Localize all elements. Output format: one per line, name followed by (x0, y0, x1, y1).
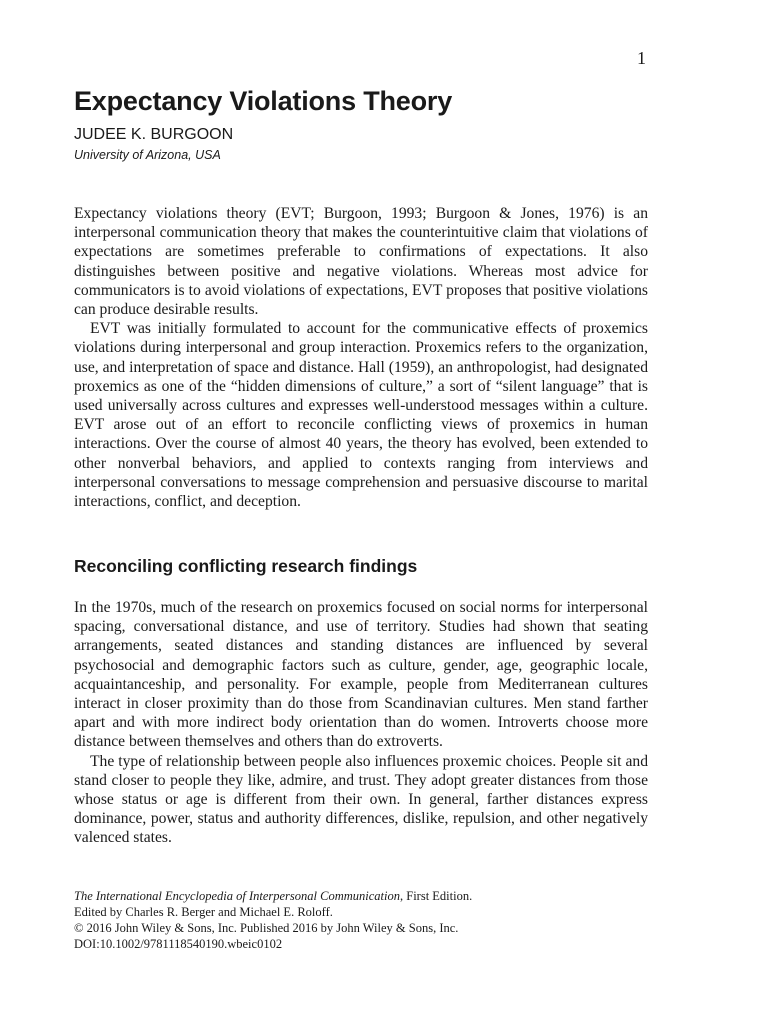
article-title: Expectancy Violations Theory (74, 86, 453, 116)
footer-editors: Edited by Charles R. Berger and Michael E. Roloff. (74, 905, 333, 919)
footer-doi: DOI:10.1002/9781118540190.wbeic0102 (74, 937, 283, 951)
section-paragraph-2: The type of relationship between people also influences proxemic choices. People sit and stand closer to people they like, admire, and trust. They adopt greater distances from those whose status or age is different from their own. In general, farther distances express dominance, power, status and authority differences, dislike, repulsion, and other negatively valenced states. (74, 752, 648, 847)
footer-source-line (74, 888, 674, 904)
section-heading: Reconciling conflicting research findings (74, 556, 418, 576)
intro-paragraph-1: Expectancy violations theory (EVT; Burgoon, 1993; Burgoon & Jones, 1976) is an interpersonal communication theory that makes the counterintuitive claim that violations of expectations are sometimes preferable to confirmations of expectations. It also distinguishes between positive and negative violations. Whereas most advice for communicators is to avoid violations of expectations, EVT proposes that positive violations can produce desirable results. (74, 205, 648, 319)
author-name: JUDEE K. BURGOON (74, 126, 234, 143)
page-number: 1 (637, 48, 646, 68)
section-paragraph-1: In the 1970s, much of the research on proxemics focused on social norms for interpersonal spacing, conversational distance, and use of territory. Studies had shown that seating arrangements, seated distances and standing distances are influenced by several psychosocial and demographic factors such as culture, gender, age, geographic locale, acquaintanceship, and personality. For example, people from Mediterranean cultures interact in closer proximity than do those from Scandinavian cultures. Men stand farther apart and with more indirect body orientation than do women. Introverts choose more distance between themselves and others than do extroverts. (74, 599, 648, 751)
footer-copyright: © 2016 John Wiley & Sons, Inc. Published 2016 by John Wiley & Sons, Inc. (74, 921, 459, 935)
book-edition: , First Edition. (400, 889, 473, 903)
book-title: The International Encyclopedia of Interpersonal Communication (74, 889, 400, 903)
intro-text (74, 204, 648, 511)
intro-paragraph-2: EVT was initially formulated to account for the communicative effects of proxemics violations during interpersonal and group interaction. Proxemics refers to the organization, use, and interpretation of space and distance. Hall (1959), an anthropologist, had designated proxemics as one of the “hidden dimensions of culture,” a sort of “silent language” that is used universally across cultures and expresses well-understood messages within a culture. EVT arose out of an effort to reconcile conflicting views of proxemics in human interactions. Over the course of almost 40 years, the theory has evolved, been extended to other nonverbal behaviors, and applied to contexts ranging from interviews and interpersonal conversations to message comprehension and persuasive discourse to marital interactions, conflict, and deception. (74, 320, 648, 511)
author-affiliation: University of Arizona, USA (74, 148, 221, 162)
citation-footer (74, 888, 674, 952)
section-text (74, 598, 648, 848)
